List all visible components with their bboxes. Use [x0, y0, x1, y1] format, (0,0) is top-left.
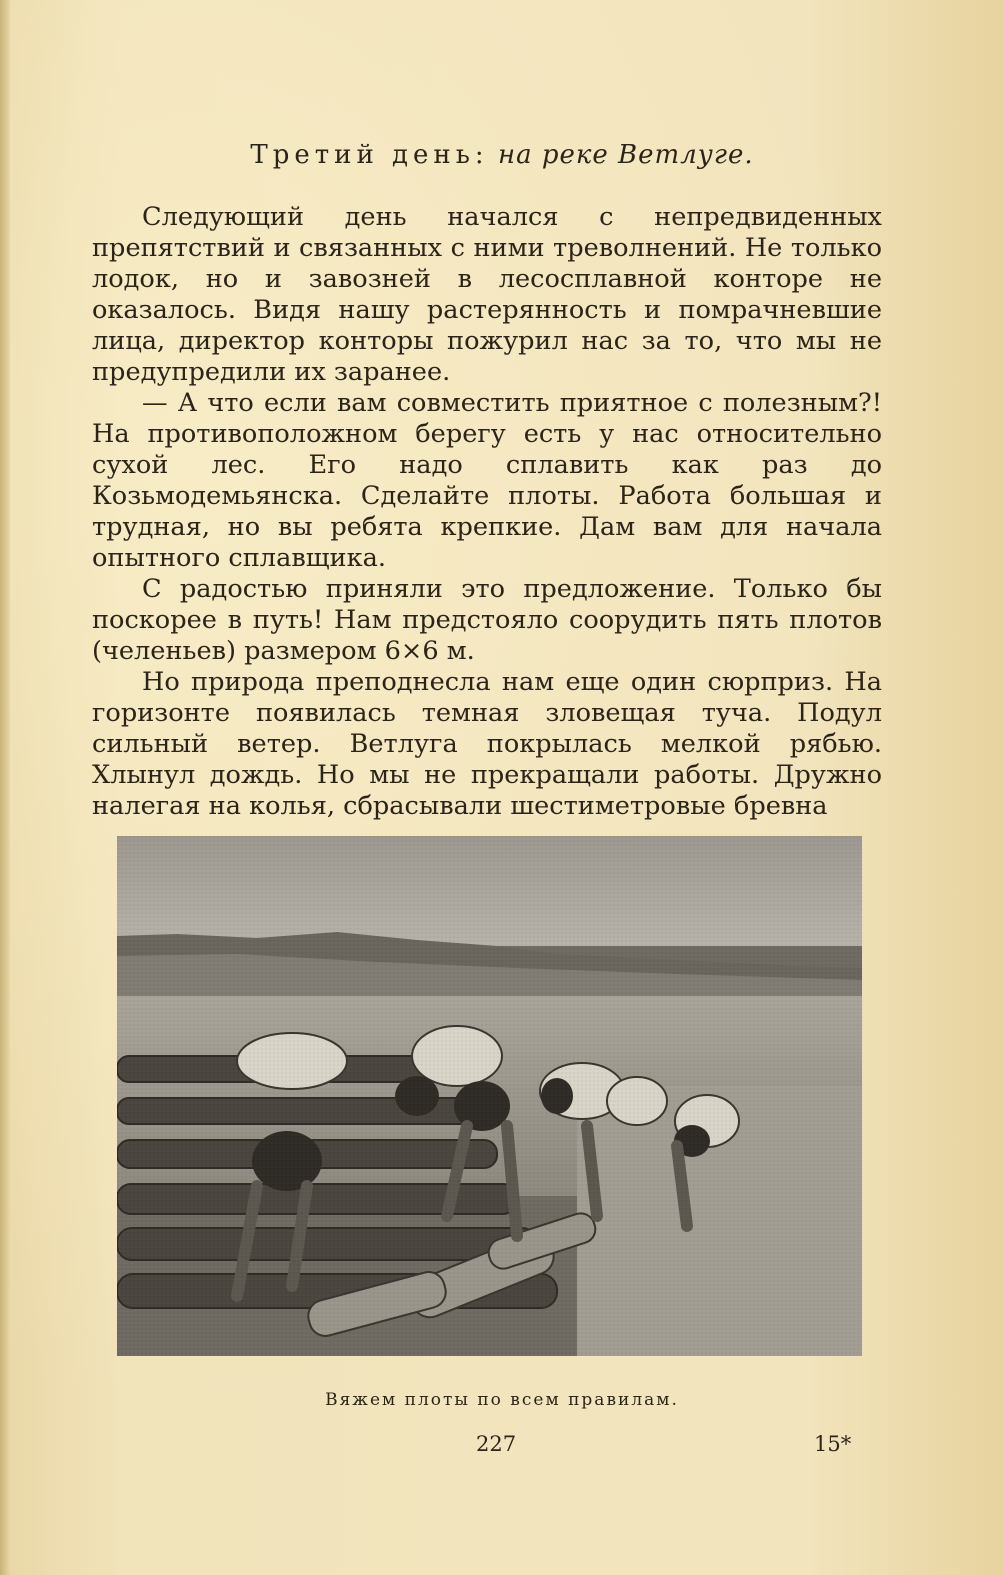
- paragraph: Следующий день начался с непредвиденных препятствий и связанных с ними треволнений. Не только лодок, но и завозней в лесосплавной конторе не оказалось. Видя нашу растерянность и помрачневшие лица, директор конторы пожурил нас за то, что мы не предупредили их заранее.: [92, 202, 882, 387]
- page-edge: [0, 0, 10, 1575]
- signature-mark: 15*: [814, 1432, 852, 1456]
- photo-illustration: [117, 836, 862, 1356]
- paragraph: С радостью приняли это предложение. Только бы поскорее в путь! Нам предстояло соорудить пять плотов (челеньев) размером 6×6 м.: [92, 574, 882, 666]
- paragraph: Но природа преподнесла нам еще один сюрприз. На горизонте появилась темная зловещая туча. Подул сильный ветер. Ветлуга покрылась мелкой рябью. Хлынул дождь. Но мы не прекращали работы. Дружно налегая на колья, сбрасывали шестиметровые бревна: [92, 667, 882, 821]
- page-number: 227: [476, 1432, 517, 1456]
- paragraph: — А что если вам совместить приятное с полезным?! На противоположном берегу есть у нас относительно сухой лес. Его надо сплавить как раз до Козьмодемьянска. Сделайте плоты. Работа большая и трудная, но вы ребята крепкие. Дам вам для начала опытного сплавщика.: [92, 388, 882, 573]
- heading-place: на реке Ветлуге.: [497, 140, 754, 170]
- photo-rafts: [117, 836, 862, 1356]
- body-text: [92, 202, 882, 822]
- heading-day: Третий день:: [250, 140, 489, 170]
- figure-caption: Вяжем плоты по всем правилам.: [325, 1390, 679, 1410]
- section-heading: [0, 140, 1004, 170]
